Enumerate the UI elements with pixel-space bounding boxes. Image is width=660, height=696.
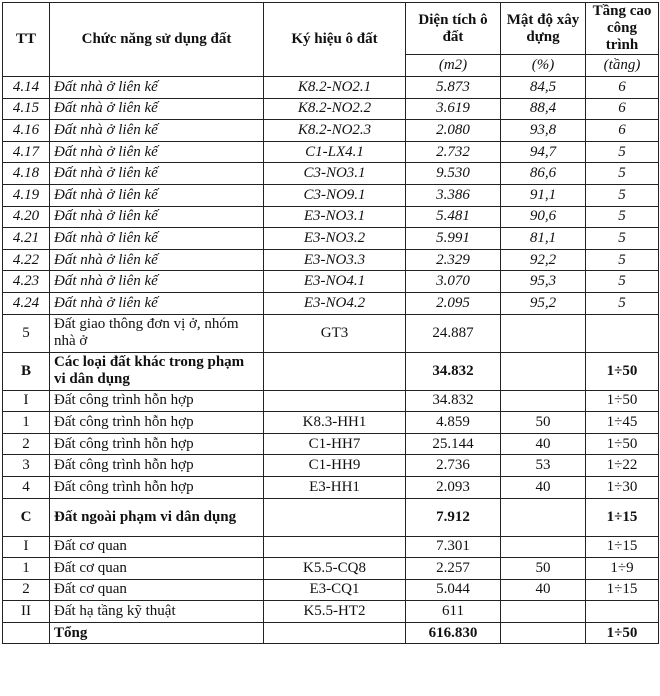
cell-area: 2.329 (406, 249, 501, 271)
cell-tt: 4.22 (3, 249, 50, 271)
cell-floors: 1÷50 (586, 433, 659, 455)
cell-name: Đất ngoài phạm vi dân dụng (50, 498, 264, 536)
cell-tt: 4.24 (3, 292, 50, 314)
cell-code: K8.2-NO2.1 (264, 77, 406, 99)
cell-density: 40 (501, 476, 586, 498)
table-body (3, 77, 659, 644)
cell-name: Đất nhà ở liên kế (50, 120, 264, 142)
cell-floors: 1÷15 (586, 498, 659, 536)
cell-name: Đất nhà ở liên kế (50, 163, 264, 185)
table-row (3, 536, 659, 558)
cell-code: E3-NO3.1 (264, 206, 406, 228)
cell-area: 24.887 (406, 314, 501, 352)
cell-name: Đất nhà ở liên kế (50, 206, 264, 228)
cell-floors (586, 601, 659, 623)
cell-density: 93,8 (501, 120, 586, 142)
cell-code: C1-HH9 (264, 455, 406, 477)
cell-density: 92,2 (501, 249, 586, 271)
cell-area: 25.144 (406, 433, 501, 455)
cell-tt: 1 (3, 558, 50, 580)
cell-name: Đất hạ tầng kỹ thuật (50, 601, 264, 623)
cell-area: 4.859 (406, 412, 501, 434)
header-function: Chức năng sử dụng đất (50, 3, 264, 77)
cell-floors: 5 (586, 206, 659, 228)
cell-area: 7.301 (406, 536, 501, 558)
table-row (3, 558, 659, 580)
cell-name: Đất giao thông đơn vị ở, nhóm nhà ở (50, 314, 264, 352)
cell-code: K8.2-NO2.2 (264, 98, 406, 120)
cell-density (501, 390, 586, 412)
cell-area: 2.736 (406, 455, 501, 477)
cell-code: E3-HH1 (264, 476, 406, 498)
cell-code (264, 536, 406, 558)
cell-tt: 4 (3, 476, 50, 498)
cell-code: K5.5-HT2 (264, 601, 406, 623)
cell-density (501, 314, 586, 352)
cell-area: 34.832 (406, 390, 501, 412)
cell-name: Đất công trình hỗn hợp (50, 455, 264, 477)
cell-density: 53 (501, 455, 586, 477)
cell-density: 88,4 (501, 98, 586, 120)
cell-tt: 5 (3, 314, 50, 352)
cell-floors: 6 (586, 98, 659, 120)
cell-floors: 1÷50 (586, 390, 659, 412)
cell-density: 84,5 (501, 77, 586, 99)
cell-code (264, 390, 406, 412)
cell-floors: 1÷30 (586, 476, 659, 498)
table-row (3, 184, 659, 206)
cell-area: 5.481 (406, 206, 501, 228)
cell-code: K8.3-HH1 (264, 412, 406, 434)
cell-tt: I (3, 536, 50, 558)
cell-tt: II (3, 601, 50, 623)
cell-name: Đất nhà ở liên kế (50, 98, 264, 120)
cell-area: 2.095 (406, 292, 501, 314)
table-row (3, 622, 659, 644)
table-row (3, 228, 659, 250)
table-row (3, 601, 659, 623)
cell-area: 9.530 (406, 163, 501, 185)
table-row (3, 141, 659, 163)
cell-tt: 1 (3, 412, 50, 434)
unit-density: (%) (501, 55, 586, 77)
cell-code: C3-NO9.1 (264, 184, 406, 206)
cell-density (501, 498, 586, 536)
table-row (3, 412, 659, 434)
cell-floors: 5 (586, 163, 659, 185)
cell-area: 3.386 (406, 184, 501, 206)
unit-floors: (tầng) (586, 55, 659, 77)
cell-code: E3-NO4.1 (264, 271, 406, 293)
cell-area: 7.912 (406, 498, 501, 536)
cell-area: 3.070 (406, 271, 501, 293)
cell-tt: 4.18 (3, 163, 50, 185)
cell-area: 34.832 (406, 352, 501, 390)
cell-code: K5.5-CQ8 (264, 558, 406, 580)
cell-code (264, 352, 406, 390)
cell-name: Đất nhà ở liên kế (50, 77, 264, 99)
unit-area: (m2) (406, 55, 501, 77)
table-row (3, 98, 659, 120)
cell-area: 5.873 (406, 77, 501, 99)
cell-name: Đất công trình hỗn hợp (50, 390, 264, 412)
cell-density: 40 (501, 579, 586, 601)
cell-code: K8.2-NO2.3 (264, 120, 406, 142)
cell-area: 616.830 (406, 622, 501, 644)
cell-density (501, 352, 586, 390)
cell-floors: 5 (586, 249, 659, 271)
cell-tt: 2 (3, 579, 50, 601)
table-row (3, 314, 659, 352)
cell-name: Đất nhà ở liên kế (50, 141, 264, 163)
table-row (3, 390, 659, 412)
cell-area: 2.732 (406, 141, 501, 163)
table-row (3, 249, 659, 271)
cell-tt: I (3, 390, 50, 412)
cell-floors: 5 (586, 292, 659, 314)
cell-code: E3-NO3.3 (264, 249, 406, 271)
cell-floors: 1÷50 (586, 622, 659, 644)
cell-name: Đất nhà ở liên kế (50, 228, 264, 250)
header-code: Ký hiệu ô đất (264, 3, 406, 77)
cell-density: 95,2 (501, 292, 586, 314)
cell-tt: C (3, 498, 50, 536)
cell-floors (586, 314, 659, 352)
table-row (3, 163, 659, 185)
cell-code: C1-LX4.1 (264, 141, 406, 163)
header-row (3, 3, 659, 55)
land-use-table (2, 2, 659, 644)
cell-floors: 6 (586, 77, 659, 99)
cell-area: 5.044 (406, 579, 501, 601)
cell-name: Đất nhà ở liên kế (50, 184, 264, 206)
cell-code: C3-NO3.1 (264, 163, 406, 185)
cell-tt: 4.16 (3, 120, 50, 142)
table-row (3, 579, 659, 601)
cell-density (501, 536, 586, 558)
table-row (3, 498, 659, 536)
cell-density: 50 (501, 412, 586, 434)
header-density: Mật độ xây dựng (501, 3, 586, 55)
cell-area: 5.991 (406, 228, 501, 250)
cell-name: Đất nhà ở liên kế (50, 249, 264, 271)
table-row (3, 206, 659, 228)
cell-floors: 5 (586, 184, 659, 206)
cell-tt: 2 (3, 433, 50, 455)
cell-tt: 3 (3, 455, 50, 477)
cell-floors: 1÷15 (586, 579, 659, 601)
cell-name: Đất công trình hỗn hợp (50, 412, 264, 434)
table-row (3, 77, 659, 99)
cell-tt: 4.17 (3, 141, 50, 163)
cell-area: 2.093 (406, 476, 501, 498)
cell-name: Tổng (50, 622, 264, 644)
cell-tt: 4.21 (3, 228, 50, 250)
cell-floors: 6 (586, 120, 659, 142)
table-row (3, 352, 659, 390)
cell-floors: 1÷22 (586, 455, 659, 477)
cell-floors: 1÷9 (586, 558, 659, 580)
cell-floors: 5 (586, 228, 659, 250)
cell-floors: 1÷50 (586, 352, 659, 390)
cell-name: Đất cơ quan (50, 579, 264, 601)
table-row (3, 292, 659, 314)
cell-area: 2.257 (406, 558, 501, 580)
cell-name: Đất cơ quan (50, 558, 264, 580)
cell-density: 91,1 (501, 184, 586, 206)
cell-floors: 1÷15 (586, 536, 659, 558)
table-row (3, 120, 659, 142)
cell-floors: 5 (586, 141, 659, 163)
cell-code: GT3 (264, 314, 406, 352)
cell-density: 50 (501, 558, 586, 580)
cell-tt (3, 622, 50, 644)
cell-density: 40 (501, 433, 586, 455)
cell-density (501, 601, 586, 623)
table-row (3, 271, 659, 293)
cell-tt: 4.19 (3, 184, 50, 206)
cell-area: 2.080 (406, 120, 501, 142)
cell-area: 3.619 (406, 98, 501, 120)
table-row (3, 476, 659, 498)
cell-tt: 4.15 (3, 98, 50, 120)
header-tt: TT (3, 3, 50, 77)
cell-code: E3-NO3.2 (264, 228, 406, 250)
cell-code (264, 622, 406, 644)
cell-density: 94,7 (501, 141, 586, 163)
cell-density: 95,3 (501, 271, 586, 293)
cell-density: 81,1 (501, 228, 586, 250)
cell-name: Đất nhà ở liên kế (50, 292, 264, 314)
cell-tt: 4.20 (3, 206, 50, 228)
cell-density (501, 622, 586, 644)
cell-area: 611 (406, 601, 501, 623)
cell-name: Đất công trình hỗn hợp (50, 433, 264, 455)
cell-code: E3-CQ1 (264, 579, 406, 601)
cell-code (264, 498, 406, 536)
cell-floors: 1÷45 (586, 412, 659, 434)
header-floors: Tầng cao công trình (586, 3, 659, 55)
cell-name: Đất nhà ở liên kế (50, 271, 264, 293)
cell-tt: B (3, 352, 50, 390)
cell-name: Các loại đất khác trong phạm vi dân dụng (50, 352, 264, 390)
cell-code: C1-HH7 (264, 433, 406, 455)
cell-density: 86,6 (501, 163, 586, 185)
cell-tt: 4.23 (3, 271, 50, 293)
table-row (3, 455, 659, 477)
cell-name: Đất cơ quan (50, 536, 264, 558)
cell-tt: 4.14 (3, 77, 50, 99)
header-area: Diện tích ô đất (406, 3, 501, 55)
cell-name: Đất công trình hỗn hợp (50, 476, 264, 498)
table-row (3, 433, 659, 455)
cell-floors: 5 (586, 271, 659, 293)
cell-code: E3-NO4.2 (264, 292, 406, 314)
cell-density: 90,6 (501, 206, 586, 228)
